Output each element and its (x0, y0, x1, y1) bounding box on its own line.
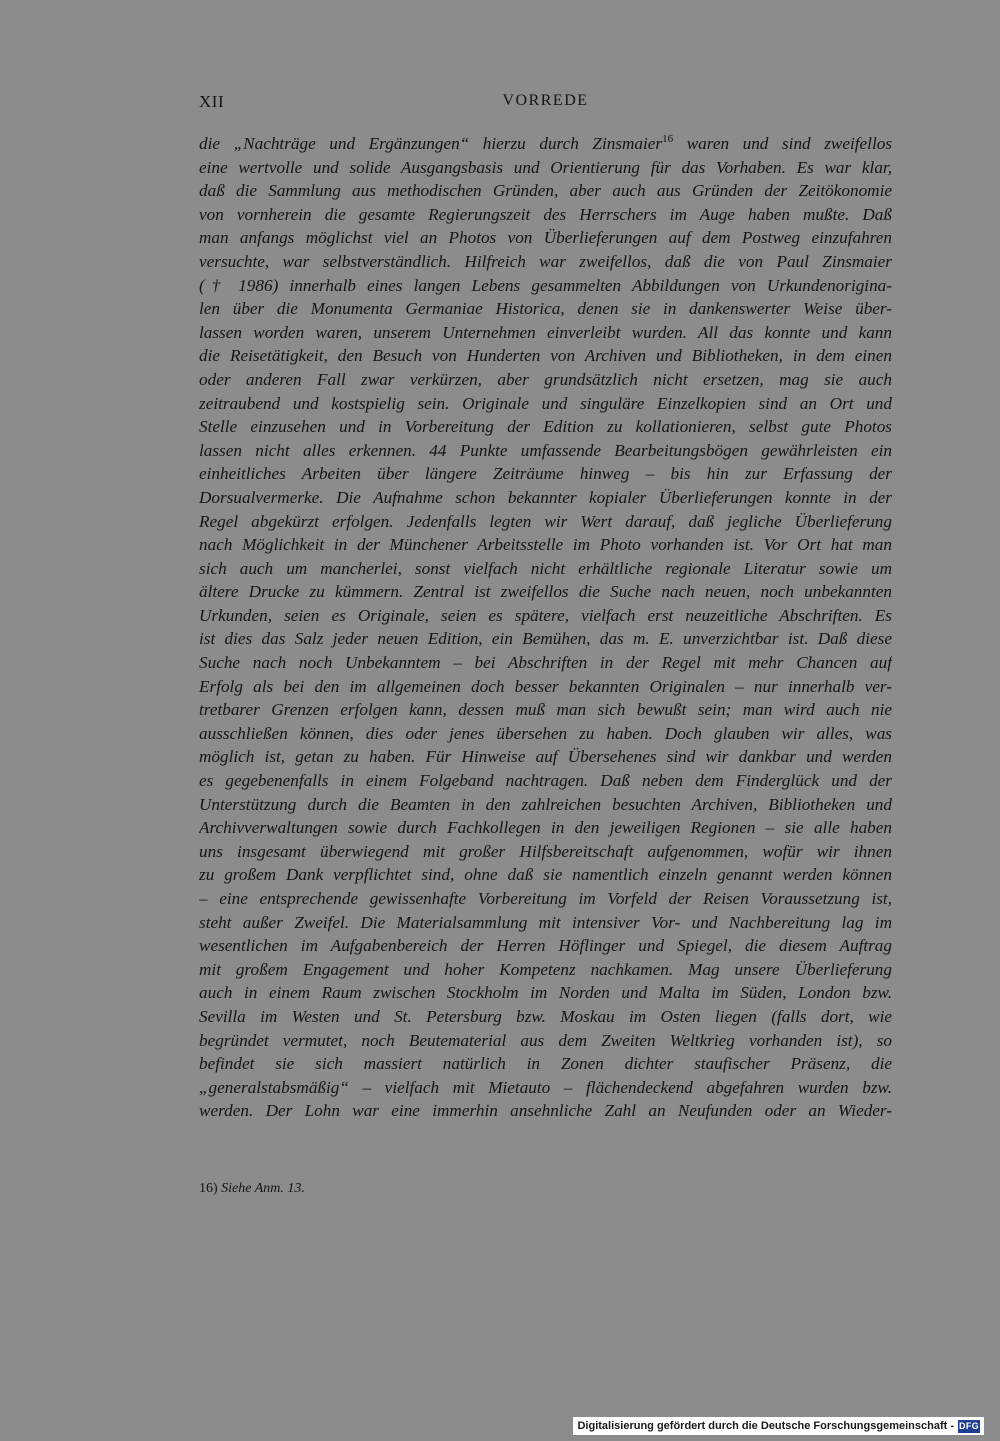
text-line: lassen nicht alles erkennen. 44 Punkte umfassende Bearbeitungsbögen gewährleisten ein (199, 440, 892, 460)
text-line: Unterstützung durch die Beamten in den zahlreichen besuchten Archiven, Bibliotheken und (199, 794, 892, 814)
text-line: es gegebenenfalls in einem Folgeband nachtragen. Daß neben dem Finderglück und der (199, 771, 892, 791)
text-line: lassen worden waren, unserem Unternehmen einverleibt wurden. All das konnte und kann (199, 322, 892, 342)
dfg-logo: DFG (959, 1421, 979, 1431)
text-line: len über die Monumenta Germaniae Historica, denen sie in dankenswerter Weise über- (199, 299, 892, 319)
text-line: eine wertvolle und solide Ausgangsbasis und Orientierung für das Vorhaben. Es war klar, (199, 157, 892, 177)
text-line: sich auch um mancherlei, sonst vielfach nicht erhältliche regionale Literatur sowie um (199, 558, 892, 578)
text-line: die Reisetätigkeit, den Besuch von Hunderten von Archiven und Bibliotheken, in dem einen (199, 346, 892, 366)
text-line: († 1986) innerhalb eines langen Lebens gesammelten Abbildungen von Urkundenorigina- (199, 275, 892, 295)
funding-credit-text: Digitalisierung gefördert durch die Deutsche Forschungsgemeinschaft - (577, 1420, 954, 1432)
text-line: oder anderen Fall zwar verkürzen, aber grundsätzlich nicht ersetzen, mag sie auch (199, 369, 892, 389)
text-line: uns insgesamt überwiegend mit großer Hilfsbereitschaft aufgenommen, wofür wir ihnen (199, 841, 892, 861)
text-line: zeitraubend und kostspielig sein. Originale und singuläre Einzelkopien sind an Ort und (199, 393, 892, 413)
running-head (199, 92, 892, 116)
footnote-number: 16) (199, 1181, 218, 1196)
text-line: von vornherein die gesamte Regierungszeit des Herrschers im Auge haben mußte. Daß (199, 204, 892, 224)
text-line: Urkunden, seien es Originale, seien es spätere, vielfach erst neuzeitliche Abschriften. Es (199, 605, 892, 625)
text-line: Regel abgekürzt erfolgen. Jedenfalls legten wir Wert darauf, daß jegliche Überlieferung (199, 511, 892, 531)
text-line: man anfangs möglichst viel an Photos von Überlieferungen auf dem Postweg einzufahren (199, 228, 892, 248)
footnote-reference[interactable]: 16 (662, 133, 674, 145)
text-line: Sevilla im Westen und St. Petersburg bzw. Moskau im Osten liegen (falls dort, wie (199, 1006, 892, 1026)
text-line: nach Möglichkeit in der Münchener Arbeitsstelle im Photo vorhanden ist. Vor Ort hat man (199, 535, 892, 555)
text-line: daß die Sammlung aus methodischen Gründen, aber auch aus Gründen der Zeitökonomie (199, 181, 892, 201)
text-line: mit großem Engagement und hoher Kompetenz nachkamen. Mag unsere Überlieferung (199, 959, 892, 979)
text-line (199, 132, 892, 156)
text-line-end: waren und sind zweifellos (673, 134, 892, 153)
text-line: ausschließen können, dies oder jenes übersehen zu haben. Doch glauben wir alles, was (199, 723, 892, 743)
text-line: Archivverwaltungen sowie durch Fachkollegen in den jeweiligen Regionen – sie alle haben (199, 818, 892, 838)
text-line: steht außer Zweifel. Die Materialsammlung mit intensiver Vor- und Nachbereitung lag im (199, 912, 892, 932)
funding-credit[interactable] (573, 1417, 984, 1435)
page-number: XII (199, 92, 225, 111)
text-line: Dorsualvermerke. Die Aufnahme schon bekannter kopialer Überlieferungen konnte in der (199, 487, 892, 507)
text-line: Suche nach noch Unbekanntem – bei Abschriften in der Regel mit mehr Chancen auf (199, 653, 892, 673)
text-line: tretbarer Grenzen erfolgen kann, dessen muß man sich bewußt sein; man wird auch nie (199, 700, 892, 720)
text-line: Stelle einzusehen und in Vorbereitung der Edition zu kollationieren, selbst gute Photos (199, 417, 892, 437)
text-line: Erfolg als bei den im allgemeinen doch besser bekannten Originalen – nur innerhalb ver- (199, 676, 892, 696)
body-text (199, 132, 892, 1123)
text-line: „generalstabsmäßig“ – vielfach mit Mietauto – flächendeckend abgefahren wurden bzw. (199, 1077, 892, 1097)
text-line: wesentlichen im Aufgabenbereich der Herren Höflinger und Spiegel, die diesem Auftrag (199, 936, 892, 956)
text-line: ältere Drucke zu kümmern. Zentral ist zweifellos die Suche nach neuen, noch unbekannten (199, 582, 892, 602)
text-line-start: die „Nachträge und Ergänzungen“ hierzu durch Zinsmaier (199, 134, 663, 153)
text-line: – eine entsprechende gewissenhafte Vorbereitung im Vorfeld der Reisen Voraussetzung ist, (199, 889, 892, 908)
text-line: ist dies das Salz jeder neuen Edition, ein Bemühen, das m. E. unverzichtbar ist. Daß diese (199, 629, 892, 649)
text-line: einheitliches Arbeiten über längere Zeiträume hinweg – bis hin zur Erfassung der (199, 464, 892, 484)
text-line: möglich ist, getan zu haben. Für Hinweise auf Übersehenes sind wir dankbar und werden (199, 747, 892, 767)
text-line: werden. Der Lohn war eine immerhin ansehnliche Zahl an Neufunden oder an Wieder- (199, 1101, 892, 1121)
footnote-text: Siehe Anm. 13. (221, 1181, 305, 1196)
text-line: zu großem Dank verpflichtet sind, ohne daß sie namentlich einzeln genannt werden können (199, 865, 892, 885)
text-line: auch in einem Raum zwischen Stockholm im Norden und Malta im Süden, London bzw. (199, 983, 892, 1003)
running-title: VORREDE (502, 92, 589, 109)
text-line: versuchte, war selbstverständlich. Hilfreich war zweifellos, daß die von Paul Zinsmaier (199, 251, 892, 271)
text-line: befindet sie sich massiert natürlich in Zonen dichter staufischer Präsenz, die (199, 1054, 892, 1074)
text-line: begründet vermutet, noch Beutematerial aus dem Zweiten Weltkrieg vorhanden ist), so (199, 1030, 892, 1050)
footnote (199, 1181, 305, 1197)
